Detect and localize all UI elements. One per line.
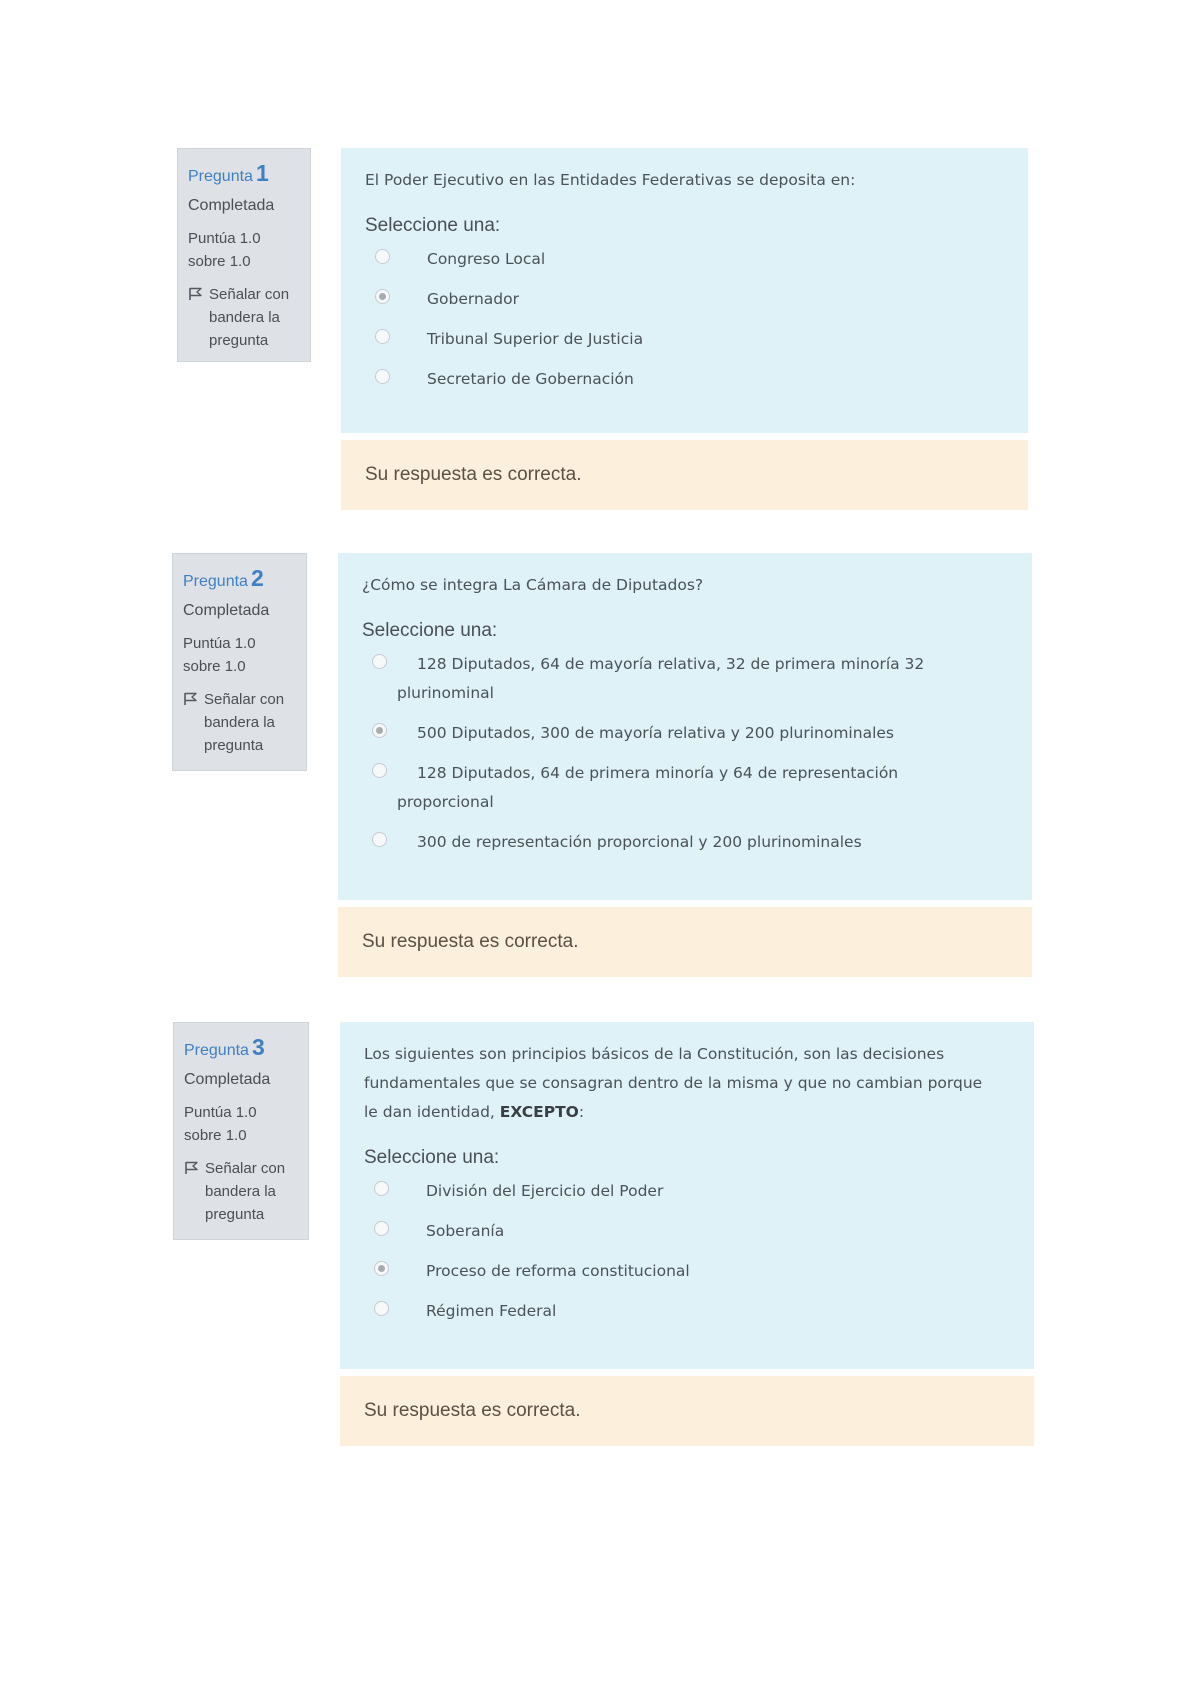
answer-prompt: Seleccione una:: [365, 215, 501, 236]
flag-icon: [183, 692, 198, 706]
question-formulation: [340, 1022, 1034, 1369]
question-word: Pregunta: [184, 1042, 249, 1059]
question-word: Pregunta: [183, 573, 248, 590]
answer-option-label: Secretario de Gobernación: [427, 370, 634, 388]
question-text: [364, 1040, 1010, 1127]
answer-prompt: Seleccione una:: [364, 1147, 500, 1168]
question-text-main: Los siguientes son principios básicos de la Constitución, son las decisiones fundamentales que se consagran dentro de la misma y que no cambian porque le dan identidad,: [364, 1045, 983, 1121]
answer-option-label: [397, 759, 928, 817]
answer-option-label: División del Ejercicio del Poder: [426, 1182, 664, 1200]
flag-question-link[interactable]: [184, 1157, 298, 1226]
question-state: Completada: [184, 1071, 271, 1088]
question-text-emphasis: EXCEPTO: [499, 1103, 579, 1121]
question-state: Completada: [183, 602, 270, 619]
answer-option-label: Soberanía: [426, 1222, 505, 1240]
answer-prompt: Seleccione una:: [362, 620, 498, 641]
flag-icon: [188, 287, 203, 301]
answer-option[interactable]: [365, 245, 1004, 274]
radio-button[interactable]: [374, 1301, 389, 1316]
answer-feedback: Su respuesta es correcta.: [340, 1376, 1034, 1446]
answer-option-text-continued: plurinominal: [397, 684, 494, 702]
question-info: [173, 1022, 309, 1240]
question-info: [177, 148, 311, 362]
flag-icon: [184, 1161, 199, 1175]
question-formulation: [341, 148, 1028, 433]
answer-option-label: Proceso de reforma constitucional: [426, 1262, 690, 1280]
question-number: [184, 1035, 298, 1063]
flag-question-label: Señalar con bandera la pregunta: [205, 1160, 286, 1223]
flag-question-link[interactable]: [188, 283, 300, 352]
answer-option[interactable]: [364, 1217, 1010, 1246]
radio-button-selected[interactable]: [374, 1261, 389, 1276]
flag-question-label: Señalar con bandera la pregunta: [204, 691, 285, 754]
answer-option[interactable]: [362, 650, 1008, 708]
radio-button-selected[interactable]: [375, 289, 390, 304]
question-number: [188, 161, 300, 189]
answer-option[interactable]: [362, 828, 1008, 857]
question-text: ¿Cómo se integra La Cámara de Diputados?: [362, 576, 704, 594]
radio-button-selected[interactable]: [372, 723, 387, 738]
radio-button[interactable]: [374, 1221, 389, 1236]
radio-button[interactable]: [372, 654, 387, 669]
question-number-value: 2: [250, 565, 264, 591]
radio-button[interactable]: [375, 329, 390, 344]
answer-option-text: 128 Diputados, 64 de mayoría relativa, 32 de primera minoría 32: [417, 655, 925, 673]
flag-question-label: Señalar con bandera la pregunta: [209, 286, 290, 349]
question-grade: Puntúa 1.0 sobre 1.0: [188, 230, 261, 270]
question-grade: Puntúa 1.0 sobre 1.0: [183, 635, 256, 675]
answer-option-label: [397, 650, 954, 708]
radio-button[interactable]: [375, 369, 390, 384]
answer-option[interactable]: [362, 759, 1008, 817]
answer-option[interactable]: [365, 325, 1004, 354]
answer-option[interactable]: [365, 285, 1004, 314]
answer-option-label: Tribunal Superior de Justicia: [427, 330, 644, 348]
answer-option-label: Régimen Federal: [426, 1302, 557, 1320]
question-number: [183, 566, 296, 594]
radio-button[interactable]: [375, 249, 390, 264]
flag-question-link[interactable]: [183, 688, 296, 757]
answer-option-label: Gobernador: [427, 290, 519, 308]
question-grade: Puntúa 1.0 sobre 1.0: [184, 1104, 257, 1144]
question-formulation: [338, 553, 1032, 900]
question-info: [172, 553, 307, 771]
question-text-end: :: [578, 1103, 585, 1121]
answer-option-label: Congreso Local: [427, 250, 546, 268]
answer-feedback: Su respuesta es correcta.: [338, 907, 1032, 977]
answer-option[interactable]: [364, 1257, 1010, 1286]
answer-option[interactable]: [364, 1177, 1010, 1206]
question-state: Completada: [188, 197, 275, 214]
question-number-value: 1: [255, 160, 269, 186]
answer-option[interactable]: [364, 1297, 1010, 1326]
question-text: El Poder Ejecutivo en las Entidades Federativas se deposita en:: [365, 171, 856, 189]
question-number-value: 3: [251, 1034, 265, 1060]
answer-option[interactable]: [362, 719, 1008, 748]
answer-option-text: 128 Diputados, 64 de primera minoría y 64 de representación: [417, 764, 899, 782]
radio-button[interactable]: [372, 832, 387, 847]
answer-option[interactable]: [365, 365, 1004, 394]
answer-option-label: 500 Diputados, 300 de mayoría relativa y 200 plurinominales: [417, 724, 894, 742]
answer-option-text-continued: proporcional: [397, 793, 494, 811]
question-word: Pregunta: [188, 168, 253, 185]
answer-feedback: Su respuesta es correcta.: [341, 440, 1028, 510]
radio-button[interactable]: [374, 1181, 389, 1196]
radio-button[interactable]: [372, 763, 387, 778]
answer-option-label: 300 de representación proporcional y 200 plurinominales: [417, 833, 862, 851]
